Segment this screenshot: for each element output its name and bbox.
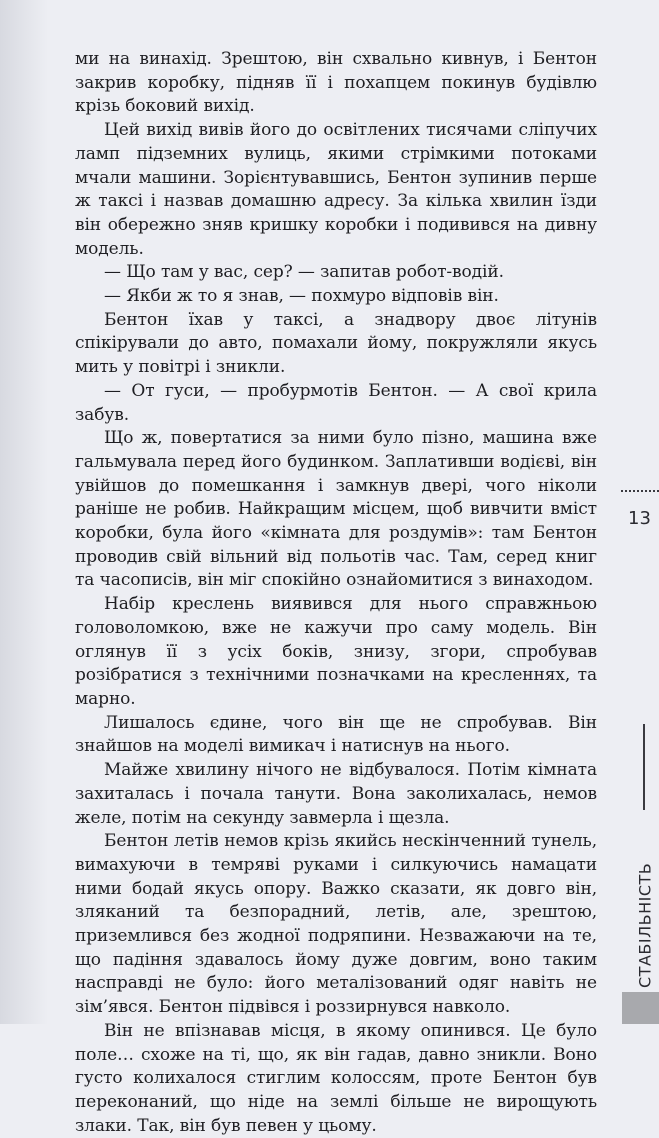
paragraph: — От гуси, — пробурмотів Бентон. — А свої крила забув. <box>75 380 597 425</box>
margin-dotted-rule <box>621 490 659 492</box>
paragraph: Набір креслень виявився для нього справжньою головоломкою, вже не кажучи про саму модель. Він оглянув її з усіх боків, знизу, згори, спробував розібратися з технічними позначками на кресленнях, та марно. <box>75 594 597 709</box>
paragraph: Цей вихід вивів його до освітлених тисячами сліпучих ламп підземних вулиць, якими стрімкими потоками мчали машини. Зорієнтувавшись, Бентон зупинив перше ж таксі і назвав домашню адресу. За кілька хвилин їзди він обережно зняв кришку коробки і подивився на дивну модель. <box>75 120 597 259</box>
paragraph: ми на винахід. Зрештою, він схвально кивнув, і Бентон закрив коробку, підняв її і похапцем покинув будівлю крізь боковий вихід. <box>75 49 597 117</box>
paragraph: Лишалось єдине, чого він ще не спробував. Він знайшов на моделі вимикач і натиснув на нього. <box>75 712 597 757</box>
section-title-text: СТАБІЛЬНІСТЬ <box>635 862 655 988</box>
paragraph: — Що там у вас, сер? — запитав робот-водій. <box>104 262 504 283</box>
section-title <box>620 818 659 988</box>
body-text <box>75 48 597 1138</box>
paragraph: Що ж, повертатися за ними було пізно, машина вже гальмувала перед його будинком. Заплативши водієві, він увійшов до помешкання і замкнув двері, чого ніколи раніше не робив. Найкращим місцем, щоб вивчити вміст коробки, була його «кімната для роздумів»: там Бентон проводив свій вільний від польотів час. Там, серед книг та часописів, він міг спокійно ознайомитися з винаходом. <box>75 428 597 591</box>
paragraph: Бентон їхав у таксі, а знадвору двоє літунів спікірували до авто, помахали йому, покружляли якусь мить у повітрі і зникли. <box>75 309 597 378</box>
paragraph: Він не впізнавав місця, в якому опинився. Це було поле… схоже на ті, що, як він гадав, давно зникли. Воно густо колихалося стиглим колоссям, проте Бентон був переконаний, що ніде на землі більше не вирощують злаки. Так, він був певен у цьому. <box>75 1020 597 1136</box>
page-gutter-shadow <box>0 0 48 1024</box>
page-number: 13 <box>628 508 651 529</box>
paragraph: Майже хвилину нічого не відбувалося. Потім кімната захиталась і почала танути. Вона заколихалась, немов желе, потім на секунду завмерла і щезла. <box>75 760 597 828</box>
paragraph: Бентон летів немов крізь якийсь нескінченний тунель, вимахуючи в темряві руками і силкуючись намацати ними бодай якусь опору. Важко сказати, як довго він, зляканий та безпорадний, летів, але, зрештою, приземлився без жодної подряпини. Незважаючи на те, що падіння здавалось йому дуже довгим, воно таким насправді не було: його металізований одяг навіть не зім’явся. Бентон підвівся і роззирнувся навколо. <box>75 831 597 1018</box>
margin-vertical-rule <box>643 724 645 810</box>
paragraph: — Якби ж то я знав, — похмуро відповів він. <box>104 286 499 307</box>
section-thumb-tab <box>622 992 659 1024</box>
